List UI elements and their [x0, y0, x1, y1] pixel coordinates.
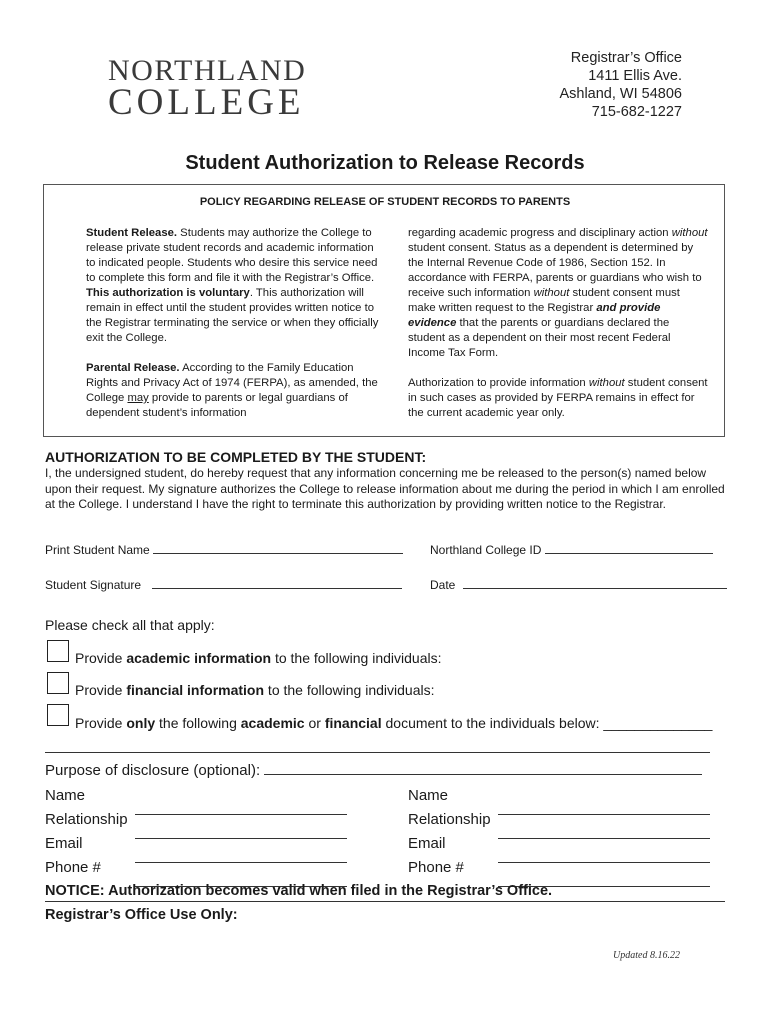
- contact2-relationship-label: Relationship: [408, 811, 491, 828]
- office-phone: 715-682-1227: [591, 104, 682, 120]
- parental-release-paragraph: Parental Release. According to the Family Education Rights and Privacy Act of 1974 (FERPA), as amended, the College may provide to parents or legal guardians of dependent student’s information: [86, 362, 378, 419]
- contact1-email-label: Email: [45, 835, 83, 852]
- academic-info-checkbox[interactable]: [47, 640, 69, 662]
- college-logo: [108, 54, 308, 123]
- contact2-name-line[interactable]: [498, 802, 710, 815]
- registrar-address: [559, 49, 682, 121]
- check-instructions: Please check all that apply:: [45, 617, 215, 633]
- contact1-relationship-line[interactable]: [135, 826, 347, 839]
- dependency-paragraph: regarding academic progress and disciplinary action without student consent. Status as a dependent is determined by the Internal Revenue Code of 1986, Section 152. In accordance with FERPA, parents or guardians who wish to receive such information without student consent must make written request to the Registrar and provide evidence that the parents or guardians declared the student as a dependent on their most recent Federal Income Tax Form.: [408, 227, 708, 359]
- policy-right-column: [408, 226, 708, 421]
- academic-year-paragraph: Authorization to provide information without student consent in such cases as provided by FERPA remains in effect for the current academic year only.: [408, 377, 708, 419]
- contact1-email-line[interactable]: [135, 850, 347, 863]
- page-title: Student Authorization to Release Records: [185, 152, 585, 174]
- policy-left-column: [86, 226, 384, 421]
- logo-line-northland: NORTHLAND: [108, 54, 307, 87]
- policy-heading: POLICY REGARDING RELEASE OF STUDENT RECORDS TO PARENTS: [199, 196, 571, 208]
- contact2-phone-label: Phone #: [408, 859, 464, 876]
- authorization-heading: AUTHORIZATION TO BE COMPLETED BY THE STUDENT:: [45, 449, 427, 465]
- authorization-statement: I, the undersigned student, do hereby request that any information concerning me be released to the person(s) named below upon their request. My signature authorizes the College to release information about me during the period in which I am enrolled at the College. I understand I have the right to terminate this authorization by providing written notice to the Registrar.: [45, 466, 725, 511]
- notice-divider: [45, 901, 725, 902]
- signature-field[interactable]: Student Signature: [45, 576, 402, 592]
- contact2-email-line[interactable]: [498, 850, 710, 863]
- date-field[interactable]: Date: [430, 576, 727, 592]
- notice-text: NOTICE: Authorization becomes valid when filed in the Registrar’s Office.: [45, 883, 553, 899]
- contact2-name-label: Name: [408, 787, 449, 804]
- specific-document-checkbox[interactable]: [47, 704, 69, 726]
- contact1-name-label: Name: [45, 787, 86, 804]
- purpose-field[interactable]: Purpose of disclosure (optional):: [45, 762, 702, 779]
- contact2-email-label: Email: [408, 835, 446, 852]
- contact1-phone-label: Phone #: [45, 859, 101, 876]
- office-city: Ashland, WI 54806: [559, 86, 682, 102]
- contact1-name-line[interactable]: [135, 802, 347, 815]
- financial-info-checkbox[interactable]: [47, 672, 69, 694]
- contact2-relationship-line[interactable]: [498, 826, 710, 839]
- college-id-field[interactable]: Northland College ID: [430, 541, 713, 557]
- print-name-field[interactable]: Print Student Name: [45, 541, 403, 557]
- logo-line-college: COLLEGE: [108, 82, 305, 123]
- academic-info-label: Provide academic information to the following individuals:: [75, 650, 442, 666]
- office-name: Registrar’s Office: [570, 50, 682, 66]
- office-use-heading: Registrar’s Office Use Only:: [45, 907, 238, 923]
- student-release-paragraph: Student Release. Students may authorize the College to release private student records and academic information to indicated people. Students who desire this service need to complete this form and file it with the Registrar’s Office. This authorization is voluntary. This authorization will remain in effect until the student provides written notice to the Registrar terminating the service or when they officially exit the College.: [86, 227, 379, 344]
- financial-info-label: Provide financial information to the following individuals:: [75, 682, 435, 698]
- updated-date: Updated 8.16.22: [613, 950, 680, 961]
- specific-document-label: Provide only the following academic or financial document to the individuals below: ______________: [75, 715, 713, 731]
- office-street: 1411 Ellis Ave.: [588, 68, 682, 84]
- document-continuation-line[interactable]: [45, 752, 710, 753]
- contact1-relationship-label: Relationship: [45, 811, 128, 828]
